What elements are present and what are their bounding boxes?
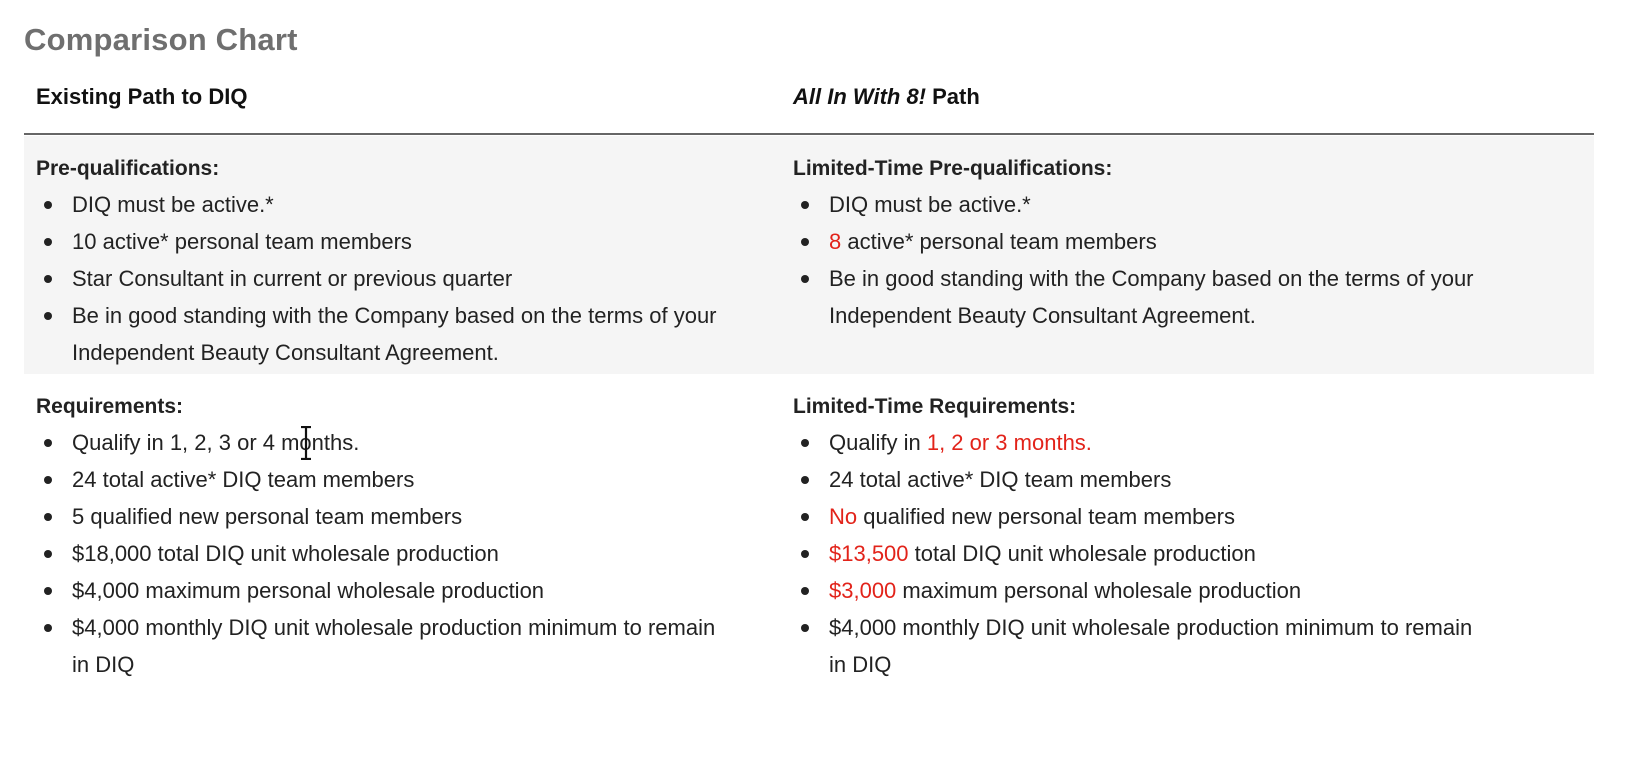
section-title: Requirements: [36,395,184,418]
list-item [793,424,1483,461]
list-item: 24 total active* DIQ team members [36,461,726,498]
list-item [793,609,1483,683]
item-text: maximum personal wholesale production [896,578,1302,603]
list-item: Star Consultant in current or previous quarter [36,260,726,297]
limited-time-prequalifications [781,136,1594,374]
list-item: Be in good standing with the Company based on the terms of your Independent Beauty Consultant Agreement. [36,297,726,371]
highlight-text: $13,500 [829,541,909,566]
limited-time-requirements [781,374,1594,694]
section-title: Limited-Time Requirements: [793,395,1077,418]
header-all-in-italic: All In With 8! [793,84,927,109]
list-item [793,535,1483,572]
list-item: $4,000 monthly DIQ unit wholesale production minimum to remain in DIQ [36,609,726,683]
prequalifications-row [24,136,1594,374]
requirements-row [24,374,1594,694]
page-title: Comparison Chart [24,22,298,57]
existing-prequalifications [24,136,781,374]
existing-requirements [24,374,781,694]
list-item: $18,000 total DIQ unit wholesale production [36,535,726,572]
item-text: qualified new personal team members [857,504,1235,529]
highlight-text: $3,000 [829,578,897,603]
list-item [793,498,1483,535]
list-item [793,260,1483,334]
header-all-in-path [781,76,1594,133]
section-title: Pre-qualifications: [36,157,220,180]
list-item: $4,000 maximum personal wholesale production [36,572,726,609]
item-text: Be in good standing with the Company based on the terms of your Independent Beauty Consultant Agreement. [829,266,1474,328]
list-item: 10 active* personal team members [36,223,726,260]
item-text: $4,000 monthly DIQ unit wholesale production minimum to remain in DIQ [829,615,1473,677]
table-header-row [24,76,1594,135]
bullet-list [793,186,1483,334]
highlight-text: 1, 2 or 3 months. [926,430,1092,455]
bullet-list [36,424,726,683]
header-existing-path: Existing Path to DIQ [36,84,248,109]
highlight-text: No [829,504,858,529]
item-text: total DIQ unit wholesale production [908,541,1256,566]
bullet-list [36,186,726,371]
section-title: Limited-Time Pre-qualifications: [793,157,1113,180]
bullet-list [793,424,1483,683]
list-item: 5 qualified new personal team members [36,498,726,535]
list-item [793,572,1483,609]
item-text: DIQ must be active.* [829,192,1031,217]
list-item [793,186,1483,223]
item-prefix: Qualify in [829,430,927,455]
highlight-text: 8 [829,229,842,254]
list-item [793,223,1483,260]
comparison-table [24,76,1594,694]
list-item: DIQ must be active.* [36,186,726,223]
header-path-suffix: Path [926,84,980,109]
item-text: active* personal team members [841,229,1157,254]
list-item [793,461,1483,498]
text-cursor-icon [299,426,313,460]
item-text: 24 total active* DIQ team members [829,467,1172,492]
list-item: Qualify in 1, 2, 3 or 4 months. [36,424,726,461]
